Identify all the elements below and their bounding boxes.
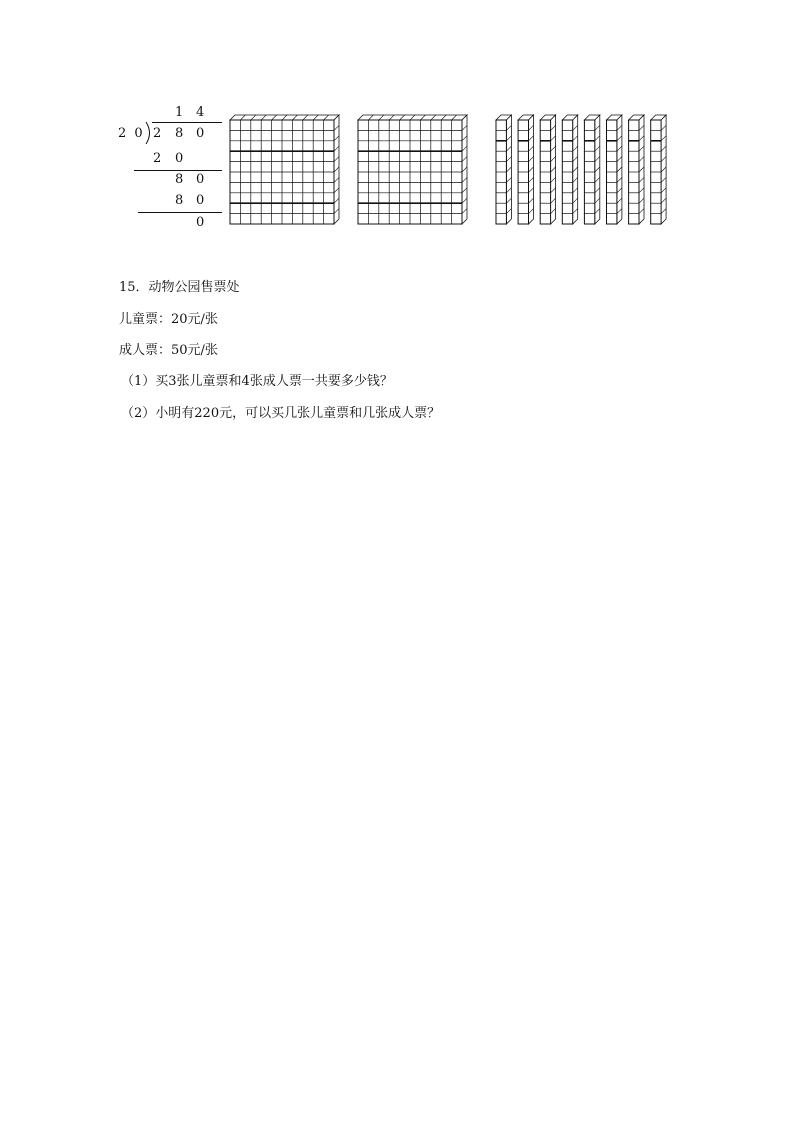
step3-tens: 8 (175, 193, 184, 208)
ten-rod-block (518, 115, 533, 224)
long-division (110, 100, 230, 235)
ten-rod-block (607, 115, 622, 224)
ten-rod-block (651, 115, 666, 224)
quotient-ones: 4 (196, 105, 205, 120)
question-2: （2）小明有220元，可以买几张儿童票和几张成人票？ (121, 406, 441, 421)
base-ten-blocks-illustration (225, 108, 670, 230)
ten-rod-block (496, 115, 511, 224)
child-ticket-price: 儿童票：20元/张 (119, 312, 218, 327)
step1-ones: 0 (175, 151, 184, 166)
ten-rod-block (584, 115, 599, 224)
ten-rod-block (540, 115, 555, 224)
dividend-tens: 8 (175, 126, 184, 141)
step2-tens: 8 (175, 172, 184, 187)
ten-rod-block (562, 115, 577, 224)
hundred-flat-block (358, 115, 467, 224)
question-1: （1）买3张儿童票和4张成人票一共要多少钱？ (121, 374, 393, 389)
step3-ones: 0 (196, 193, 205, 208)
dividend-ones: 0 (196, 126, 205, 141)
remainder: 0 (196, 215, 205, 230)
problem-title: 15．动物公园售票处 (119, 280, 240, 295)
quotient-tens: 1 (175, 105, 184, 120)
step1-underline (134, 170, 222, 171)
step3-underline (138, 212, 222, 213)
division-bar (152, 122, 222, 123)
adult-ticket-price: 成人票：50元/张 (119, 343, 218, 358)
step2-ones: 0 (196, 172, 205, 187)
dividend-hundreds: 2 (153, 126, 162, 141)
step1-tens: 2 (153, 151, 162, 166)
ten-rod-block (629, 115, 644, 224)
base-ten-blocks (225, 108, 670, 230)
hundred-flat-block (230, 115, 339, 224)
divisor: 2 0 (118, 126, 145, 141)
